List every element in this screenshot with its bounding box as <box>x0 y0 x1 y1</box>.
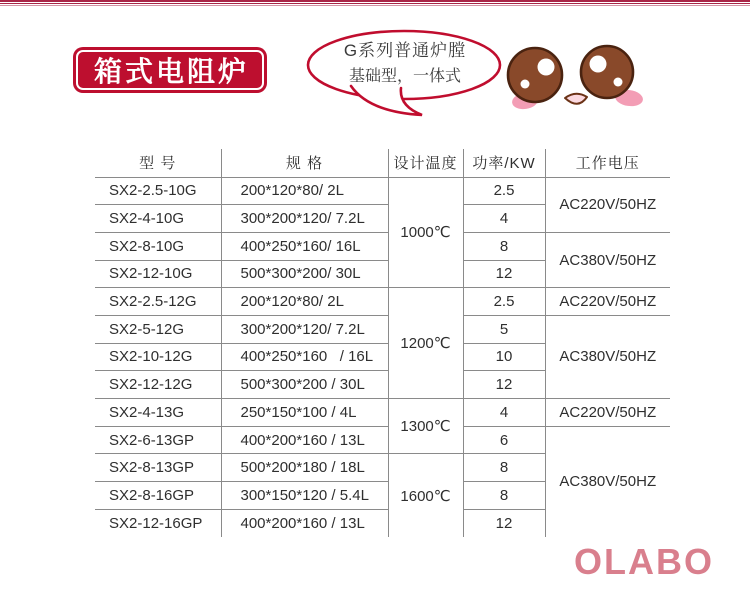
cell-model: SX2-8-10G <box>95 232 221 260</box>
cell-power: 8 <box>463 454 545 482</box>
left-eye-highlight-small <box>521 80 530 89</box>
cell-model: SX2-2.5-12G <box>95 288 221 316</box>
cell-temp: 1000℃ <box>388 177 463 288</box>
bubble-type-label: 基础型，一体式 <box>348 68 461 85</box>
table-row <box>95 315 670 343</box>
bubble-series-label: G系列普通炉膛 <box>343 41 467 60</box>
cell-model: SX2-8-16GP <box>95 482 221 510</box>
col-header-spec: 规 格 <box>221 149 388 177</box>
cell-spec: 250*150*100 / 4L <box>221 399 388 427</box>
cell-power: 6 <box>463 426 545 454</box>
cell-model: SX2-4-10G <box>95 205 221 233</box>
cell-power: 4 <box>463 399 545 427</box>
cell-voltage: AC380V/50HZ <box>545 232 670 287</box>
right-eye-highlight-small <box>614 78 623 87</box>
cell-model: SX2-6-13GP <box>95 426 221 454</box>
cell-spec: 200*120*80/ 2L <box>221 288 388 316</box>
table-row <box>95 426 670 454</box>
col-header-power: 功率/KW <box>463 149 545 177</box>
cell-model: SX2-8-13GP <box>95 454 221 482</box>
table-row <box>95 399 670 427</box>
col-header-voltage: 工作电压 <box>545 149 670 177</box>
cell-voltage: AC220V/50HZ <box>545 399 670 427</box>
table-header-row <box>95 149 670 177</box>
cell-power: 12 <box>463 260 545 288</box>
cell-spec: 300*200*120/ 7.2L <box>221 315 388 343</box>
cell-power: 12 <box>463 509 545 537</box>
mouth <box>565 94 587 104</box>
table-row <box>95 177 670 205</box>
cell-spec: 400*200*160 / 13L <box>221 509 388 537</box>
product-badge-label: 箱式电阻炉 <box>76 50 264 90</box>
cell-model: SX2-4-13G <box>95 399 221 427</box>
cell-spec: 400*250*160/ 16L <box>221 232 388 260</box>
cell-voltage: AC220V/50HZ <box>545 177 670 232</box>
cell-spec: 300*200*120/ 7.2L <box>221 205 388 233</box>
right-eye-highlight-big <box>590 56 607 73</box>
table-row <box>95 288 670 316</box>
cell-spec: 200*120*80/ 2L <box>221 177 388 205</box>
cell-spec: 500*300*200 / 30L <box>221 371 388 399</box>
cell-power: 8 <box>463 232 545 260</box>
cell-model: SX2-12-16GP <box>95 509 221 537</box>
cell-spec: 400*250*160 / 16L <box>221 343 388 371</box>
cell-model: SX2-10-12G <box>95 343 221 371</box>
cell-voltage: AC380V/50HZ <box>545 315 670 398</box>
product-badge <box>73 47 267 93</box>
cell-spec: 400*200*160 / 13L <box>221 426 388 454</box>
spec-table <box>95 149 670 537</box>
cell-voltage: AC220V/50HZ <box>545 288 670 316</box>
cell-model: SX2-2.5-10G <box>95 177 221 205</box>
col-header-temp: 设计温度 <box>388 149 463 177</box>
mascot-face-icon <box>500 40 655 118</box>
cell-power: 2.5 <box>463 177 545 205</box>
cell-spec: 500*300*200/ 30L <box>221 260 388 288</box>
cell-model: SX2-5-12G <box>95 315 221 343</box>
cell-spec: 300*150*120 / 5.4L <box>221 482 388 510</box>
cell-spec: 500*200*180 / 18L <box>221 454 388 482</box>
cell-power: 2.5 <box>463 288 545 316</box>
right-eye <box>581 46 633 98</box>
left-eye-highlight-big <box>538 59 555 76</box>
cell-power: 8 <box>463 482 545 510</box>
table-row <box>95 232 670 260</box>
cell-model: SX2-12-12G <box>95 371 221 399</box>
cell-temp: 1300℃ <box>388 399 463 454</box>
cell-power: 4 <box>463 205 545 233</box>
olabo-logo: OLABO <box>574 541 714 582</box>
col-header-model: 型 号 <box>95 149 221 177</box>
cell-voltage: AC380V/50HZ <box>545 426 670 537</box>
cell-model: SX2-12-10G <box>95 260 221 288</box>
cell-temp: 1200℃ <box>388 288 463 399</box>
cell-power: 10 <box>463 343 545 371</box>
cell-power: 12 <box>463 371 545 399</box>
cell-power: 5 <box>463 315 545 343</box>
left-eye <box>508 48 562 102</box>
top-divider <box>0 0 750 8</box>
cell-temp: 1600℃ <box>388 454 463 537</box>
